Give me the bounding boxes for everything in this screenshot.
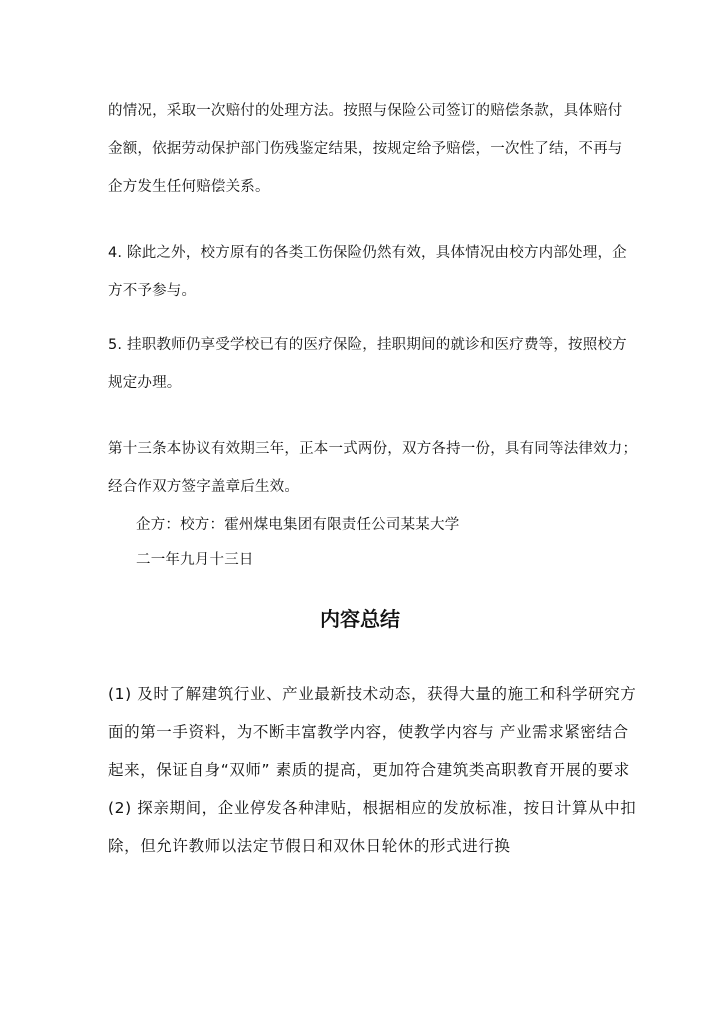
summary-line-2: 面的第一手资料，为不断丰富教学内容，使教学内容与 产业需求紧密结合	[108, 723, 629, 741]
summary-line-1: (1) 及时了解建筑行业、产业最新技术动态，获得大量的施工和科学研究方	[108, 685, 637, 703]
summary-line-4: (2) 探亲期间，企业停发各种津贴，根据相应的发放标准，按日计算从中扣	[108, 799, 637, 817]
paragraph-4-line-1: 第十三条本协议有效期三年，正本一式两份，双方各持一份，具有同等法律效力；	[108, 441, 638, 457]
paragraph-2-line-1: 4. 除此之外，校方原有的各类工伤保险仍然有效，具体情况由校方内部处理，企	[108, 245, 627, 261]
paragraph-4-line-2: 经合作双方签字盖章后生效。	[108, 479, 300, 495]
date-line: 二一年九月十三日	[136, 552, 254, 568]
signature-line: 企方：校方：霍州煤电集团有限责任公司某某大学	[136, 517, 460, 533]
paragraph-3-line-2: 规定办理。	[108, 375, 182, 391]
paragraph-1-line-3: 企方发生任何赔偿关系。	[108, 179, 270, 195]
summary-line-3: 起来，保证自身“双师” 素质的提高，更加符合建筑类高职教育开展的要求	[108, 761, 630, 779]
paragraph-1-line-1: 的情况，采取一次赔付的处理方法。按照与保险公司签订的赔偿条款，具体赔付	[108, 103, 623, 119]
summary-heading: 内容总结	[320, 607, 400, 631]
summary-line-5: 除，但允许教师以法定节假日和双休日轮休的形式进行换	[108, 837, 511, 855]
paragraph-2-line-2: 方不予参与。	[108, 283, 197, 299]
paragraph-1-line-2: 金额，依据劳动保护部门伤残鉴定结果，按规定给予赔偿，一次性了结，不再与	[108, 141, 623, 157]
paragraph-3-line-1: 5. 挂职教师仍享受学校已有的医疗保险，挂职期间的就诊和医疗费等，按照校方	[108, 337, 627, 353]
